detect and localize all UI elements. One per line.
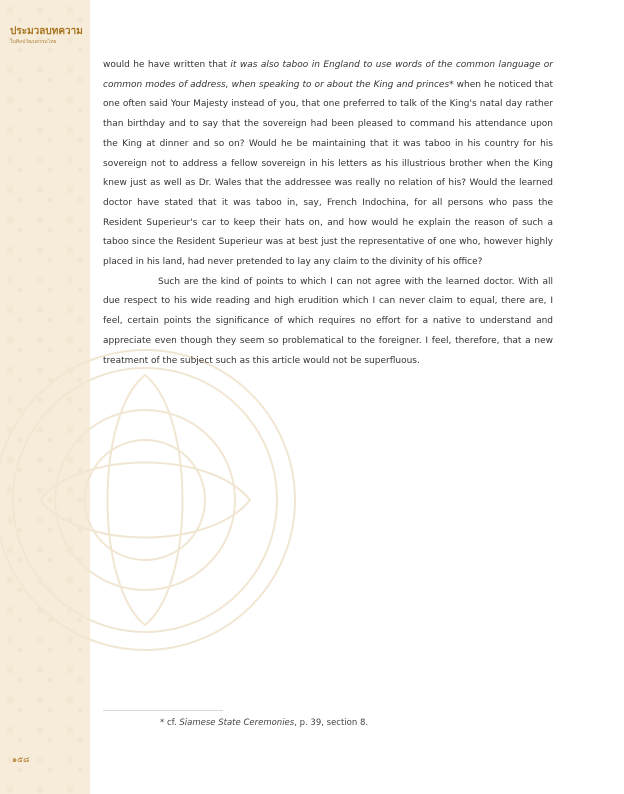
quoted-passage: it was also taboo in England to use words of the common language or common modes of address, when speaking to or about the King and princes* [103, 60, 553, 90]
footnote-marker: * cf. [160, 718, 180, 728]
footnote [160, 718, 540, 728]
page-margin-band [0, 0, 90, 794]
page-number: ๑๕๘ [12, 755, 30, 764]
series-title: ประมวลบทความ [10, 26, 83, 37]
article-body [103, 56, 553, 371]
paragraph [103, 56, 553, 273]
footnote-citation: , p. 39, section 8. [294, 718, 369, 728]
paragraph: Such are the kind of points to which I can not agree with the learned doctor. With all due respect to his wide reading and high erudition which I can never claim to equal, there are, I feel, certain points the significance of which requires no effort for a native to understand and appreciate even though they seem so problematical to the foreigner. I feel, therefore, that a new treatment of the subject such as this article would not be superfluous. [103, 276, 553, 366]
paragraph-text: would he have written that [103, 60, 231, 70]
footnote-source: Siamese State Ceremonies [179, 718, 295, 728]
paragraph-text: when he noticed that one often said Your Majesty instead of you, that one preferred to talk of the King's natal day rather than birthday and to say that the sovereign had been pleased to command his attendance upon the King at dinner and so on? Would he be maintaining that it was taboo in his country for his sovereign not to address a fellow sovereign in his letters as his illustrious brother when the King knew just as well as Dr. Wales that the addressee was really no relation of his? Would the learned doctor have stated that it was taboo in, say, French Indochina, for all persons who pass the Resident Superieur's car to keep their hats on, and how would he explain the reason of such a taboo since the Resident Superieur was at best just the representative of one who, however highly placed in his land, had never pretended to lay any claim to the divinity of his office? [103, 79, 553, 268]
series-subtitle: ในศิลปวัฒนธรรมไทย [10, 39, 57, 45]
footnote-divider [103, 710, 223, 711]
